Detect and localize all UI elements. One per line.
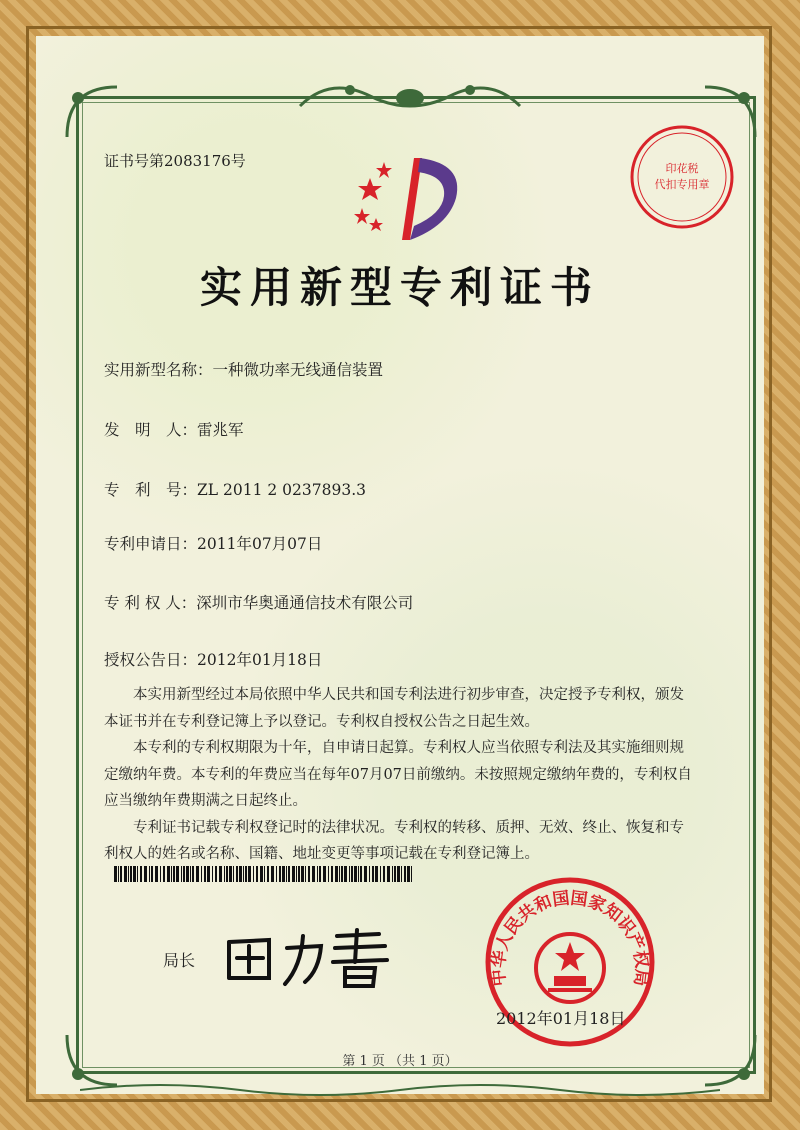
barcode-bar xyxy=(286,866,287,882)
barcode-bar xyxy=(190,866,191,882)
barcode-bar xyxy=(358,866,359,882)
barcode-bar xyxy=(204,866,206,882)
barcode-bar xyxy=(394,866,396,882)
barcode-bar xyxy=(331,866,333,882)
barcode-bar xyxy=(137,866,138,882)
barcode-bar xyxy=(401,866,402,882)
barcode-bar xyxy=(397,866,400,882)
barcode-bar xyxy=(229,866,232,882)
barcode-bar xyxy=(163,866,165,882)
barcode-bar xyxy=(114,866,117,882)
barcode-bar xyxy=(319,866,321,882)
barcode-bar xyxy=(118,866,119,882)
inventor-value: 雷兆军 xyxy=(197,421,244,439)
patentee-label: 专 利 权 人： xyxy=(104,594,197,612)
patent-no-label: 专 利 号： xyxy=(104,481,198,499)
barcode-bar xyxy=(207,866,210,882)
barcode-bar xyxy=(282,866,285,882)
director-label: 局长 xyxy=(163,951,196,970)
barcode-bar xyxy=(404,866,406,882)
barcode-bar xyxy=(369,866,370,882)
body-paragraph-1: 本实用新型经过本局依照中华人民共和国专利法进行初步审查，决定授予专利权，颁发本证书并在专利登记簿上予以登记。专利权自授权公告之日起生效。 xyxy=(104,687,684,730)
barcode-bar xyxy=(383,866,385,882)
barcode-bar xyxy=(292,866,295,882)
barcode-bar xyxy=(380,866,381,882)
barcode-bar xyxy=(243,866,244,882)
barcode-bar xyxy=(215,866,217,882)
page-number: 第 1 页 （共 1 页） xyxy=(342,1054,458,1069)
bottom-ornament xyxy=(80,1080,720,1100)
body-paragraph-2: 本专利的专利权期限为十年，自申请日起算。专利权人应当依照专利法及其实施细则规定缴纳年费。本专利的年费应当在每年07月07日前缴纳。未按照规定缴纳年费的，专利权自应当缴纳年费期满之日起终止。 xyxy=(104,740,692,809)
barcode-bar xyxy=(354,866,357,882)
barcode-bar xyxy=(233,866,234,882)
patentee-value: 深圳市华奥通通信技术有限公司 xyxy=(196,594,414,612)
barcode-bar xyxy=(344,866,347,882)
barcode-bar xyxy=(298,866,300,882)
barcode-bar xyxy=(245,866,247,882)
barcode-bar xyxy=(392,866,393,882)
barcode-bar xyxy=(339,866,340,882)
national-emblem-icon xyxy=(536,934,604,1002)
director-signature xyxy=(215,922,395,992)
barcode-bar xyxy=(267,866,269,882)
barcode-bar xyxy=(301,866,304,882)
filing-date-value: 2011年07月07日 xyxy=(197,535,323,553)
barcode-bar xyxy=(308,866,310,882)
grant-date-label: 授权公告日： xyxy=(104,651,198,669)
inventor-label: 发 明 人： xyxy=(104,421,198,439)
row-filing-date xyxy=(104,532,322,554)
barcode-bar xyxy=(317,866,318,882)
barcode-bar xyxy=(239,866,242,882)
row-inventor xyxy=(104,418,244,440)
barcode-bar xyxy=(411,866,412,882)
barcode-bar xyxy=(253,866,254,882)
barcode-bar xyxy=(226,866,228,882)
svg-text:代扣专用章: 代扣专用章 xyxy=(654,178,710,191)
barcode-bar xyxy=(151,866,153,882)
barcode-bar xyxy=(219,866,222,882)
barcode-bar xyxy=(364,866,367,882)
barcode-bar xyxy=(328,866,329,882)
barcode-bar xyxy=(360,866,362,882)
barcode-bar xyxy=(407,866,410,882)
corner-ornament-top-left xyxy=(62,82,122,142)
barcode-bar xyxy=(236,866,238,882)
barcode-bar xyxy=(305,866,306,882)
barcode-bar xyxy=(341,866,343,882)
barcode-bar xyxy=(351,866,353,882)
barcode-bar xyxy=(167,866,170,882)
barcode-bar xyxy=(196,866,199,882)
barcode-bar xyxy=(387,866,390,882)
barcode-bar xyxy=(296,866,297,882)
certificate-number: 证书号第2083176号 xyxy=(104,152,246,170)
barcode-bar xyxy=(288,866,290,882)
barcode-bar xyxy=(201,866,202,882)
name-value: 一种微功率无线通信装置 xyxy=(212,361,384,379)
barcode-bar xyxy=(186,866,189,882)
barcode-bar xyxy=(260,866,263,882)
barcode-bar xyxy=(155,866,158,882)
row-grant-date xyxy=(104,648,322,670)
barcode-bar xyxy=(160,866,161,882)
barcode-bar xyxy=(224,866,225,882)
barcode-bar xyxy=(271,866,274,882)
barcode-bar xyxy=(349,866,350,882)
barcode-bar xyxy=(173,866,175,882)
barcode-bar xyxy=(256,866,258,882)
barcode-bar xyxy=(183,866,185,882)
barcode-bar xyxy=(120,866,122,882)
barcode-bar xyxy=(144,866,147,882)
seal-date: 2012年01月18日 xyxy=(496,1009,626,1028)
certificate-body xyxy=(104,682,694,868)
certificate-title: 实用新型专利证书 xyxy=(199,263,600,312)
patent-office-logo-icon xyxy=(352,148,472,248)
barcode-bar xyxy=(312,866,315,882)
barcode-bar xyxy=(192,866,194,882)
barcode-bar xyxy=(140,866,142,882)
name-label: 实用新型名称： xyxy=(104,361,213,379)
filing-date-label: 专利申请日： xyxy=(104,535,198,553)
row-name xyxy=(104,358,383,380)
barcode-bar xyxy=(335,866,338,882)
svg-text:印花税: 印花税 xyxy=(665,162,699,175)
body-paragraph-3: 专利证书记载专利权登记时的法律状况。专利权的转移、质押、无效、终止、恢复和专利权人的姓名或名称、国籍、地址变更等事项记载在专利登记簿上。 xyxy=(104,819,684,862)
grant-date-value: 2012年01月18日 xyxy=(197,651,323,669)
patent-no-value: ZL 2011 2 0237893.3 xyxy=(197,481,366,499)
row-patent-no xyxy=(104,478,366,500)
barcode-bar xyxy=(276,866,277,882)
barcode-bar xyxy=(323,866,326,882)
barcode-bar xyxy=(181,866,182,882)
barcode-bar xyxy=(171,866,172,882)
barcode-bar xyxy=(248,866,251,882)
barcode-bar xyxy=(372,866,374,882)
barcode-bar xyxy=(279,866,281,882)
barcode-bar xyxy=(176,866,179,882)
tax-stamp-seal xyxy=(627,122,737,232)
barcode xyxy=(114,866,414,882)
barcode-bar xyxy=(149,866,150,882)
barcode-bar xyxy=(375,866,378,882)
barcode-bar xyxy=(264,866,265,882)
row-patentee xyxy=(104,591,413,613)
barcode-bar xyxy=(212,866,213,882)
barcode-bar xyxy=(128,866,129,882)
top-ornament xyxy=(290,76,530,116)
barcode-bar xyxy=(124,866,127,882)
barcode-bar xyxy=(133,866,136,882)
big-seal-text: 中华人民共和国国家知识产权局 xyxy=(488,888,652,988)
barcode-bar xyxy=(130,866,132,882)
